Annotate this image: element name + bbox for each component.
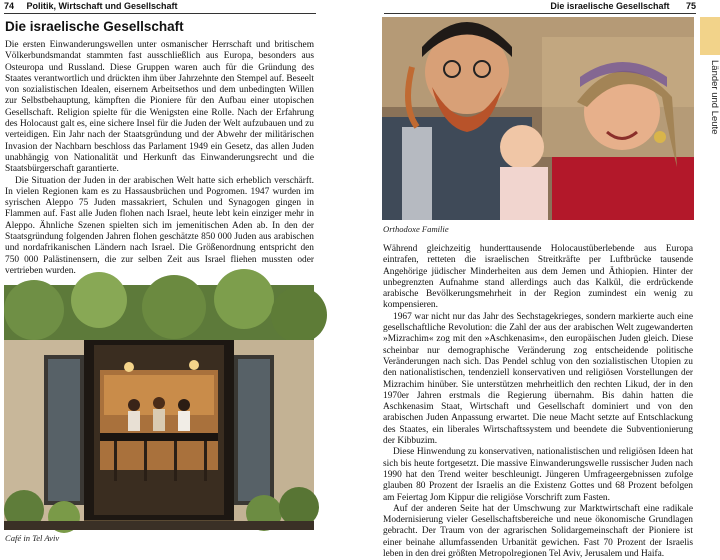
header-rule: [4, 13, 316, 14]
chapter-side-label: Länder und Leute: [709, 60, 720, 135]
running-head-title: Die israelische Gesellschaft: [550, 1, 670, 11]
right-page: [360, 0, 720, 560]
page-number: 74: [4, 1, 15, 11]
left-page: [0, 0, 360, 548]
running-head-title: Politik, Wirtschaft und Gesellschaft: [26, 1, 178, 11]
body-text-right: [383, 244, 693, 560]
running-head-left: [4, 0, 316, 13]
cafe-illustration: [4, 285, 314, 530]
photo-caption: Café in Tel Aviv: [5, 533, 60, 543]
section-title: Die israelische Gesellschaft: [5, 19, 184, 34]
body-text-left: [5, 40, 314, 277]
family-illustration: [382, 17, 694, 220]
header-rule: [384, 13, 696, 14]
family-photo: [382, 17, 694, 220]
paragraph: Während gleichzeitig hunderttausende Holocaustüberlebende aus Europa eintrafen, retteten die israelischen Streitkräfte per Luftbrücke tausende Angehörige jüdischer Minderheiten aus dem Jemen und Äthiopien. Hinter der unbegrenzten Aufnahme stand allerdings auch das Kalkül, die erdrückende arabische Bevölkerungsmehrheit in der Region zumindest ein wenig zu kompensieren.: [383, 244, 693, 311]
chapter-tab: [700, 17, 720, 55]
cafe-photo: [4, 285, 314, 530]
photo-caption: Orthodoxe Familie: [383, 224, 449, 234]
running-head-right: [384, 0, 696, 13]
paragraph: Diese Hinwendung zu konservativen, nationalistischen und religiösen Ideen hat sich bis heute fortgesetzt. Die massive Einwanderungswelle russischer Juden nach 1990 hat den Trend weiter beschleunigt. Jüngeren Umfrageergebnissen zufolge glauben 80 Prozent der Israelis an die Existenz Gottes und 68 Prozent befolgen am Feiertag Jom Kippur die religiöse Vorschrift zum Fasten.: [383, 447, 693, 503]
paragraph: 1967 war nicht nur das Jahr des Sechstagekrieges, sondern markierte auch eine gesellschaftliche Revolution: die Zahl der aus der arabischen Welt zugewanderten »Mizrachim« zog mit den »Aschkenasim«, den europäischen Juden gleich. Diese scheinbar nur demographische Veränderung zog entscheidende politische Veränderungen nach sich. Das Pendel schlug von den sozialistischen Utopien zu den nationalistischen, tendenziell konservativen und religiösen Vorstellungen der Mizrachim hinüber. Sie unterstützen mehrheitlich den rechten Likud, der in den 1970er Jahren erstmals die Regierung übernahm. Bis dahin hatten die Aschkenasim Staat, Wirtschaft und Gesellschaft dominiert und von den arabischen Juden Anpassung erwartet. Die neue Macht setzte auf Entschlackung des Staates, ein liberales Wirtschaftssystem und beendete die Subventionierung der Kibbuzim.: [383, 311, 693, 447]
paragraph: Die Situation der Juden in der arabischen Welt hatte sich erheblich verschärft. In vielen Regionen kam es zu Hassausbrüchen und Pogromen. 1947 wurden im syrischen Aleppo 75 Juden massakriert, Schulen und Synagogen gingen in Flammen auf. Fast alle Juden flohen nach Israel, heute lebt kein einziger mehr in Aleppo. Ähnliche Szenen spielten sich im jemenitischen Aden ab. In den der Staatsgründung folgenden Jahren flohen geschätzte 850 000 Juden aus arabischen und nordafrikanischen Ländern nach Israel. Die Größenordnung entspricht den 750 000 Palästinensern, die zur selben Zeit aus Israel fliehen mussten oder vertrieben wurden.: [5, 175, 314, 276]
paragraph: Die ersten Einwanderungswellen unter osmanischer Herrschaft und britischem Völkerbundsmandat stammten fast ausschließlich aus Europa, besonders aus Osteuropa und Russland. Diese Gruppen waren auch für die Gründung des Staates verantwortlich und drückten ihm über Jahrzehnte den Stempel auf. Beseelt von sozialistischen Idealen, eisernem Arbeitsethos und dem unbedingten Willen zur Selbstbehauptung, kämpften die Pioniere für den Aufbau einer utopischen Gesellschaft. Religion spielte für die Wenigsten eine Rolle. Nach der Erfahrung des Holocaust galt es, eine sichere Insel für die Juden der Welt aufzubauen und zu verteidigen. Ein Jahr nach der Staatsgründung und der Abwehr der militärischen Invasion der Nachbarn beschloss das Parlament 1949 ein Gesetz, das allen Juden unabhängig von Nationalität und Herkunft das Einwanderungsrecht und die Staatsbürgerschaft garantierte.: [5, 40, 315, 175]
paragraph: Auf der anderen Seite hat der Umschwung zur Marktwirtschaft eine radikale Modernisierung vieler Gesellschaftsbereiche und neue ökonomische Grundlagen gebracht. Der Traum von der agrarischen Solidargemeinschaft der Pioniere ist einer beinahe allumfassenden Urbanität gewichen. Fast 70 Prozent der Israelis leben in den drei größten Metropolregionen Tel Aviv, Jerusalem und Haifa.: [383, 503, 693, 560]
page-number: 75: [685, 1, 696, 11]
